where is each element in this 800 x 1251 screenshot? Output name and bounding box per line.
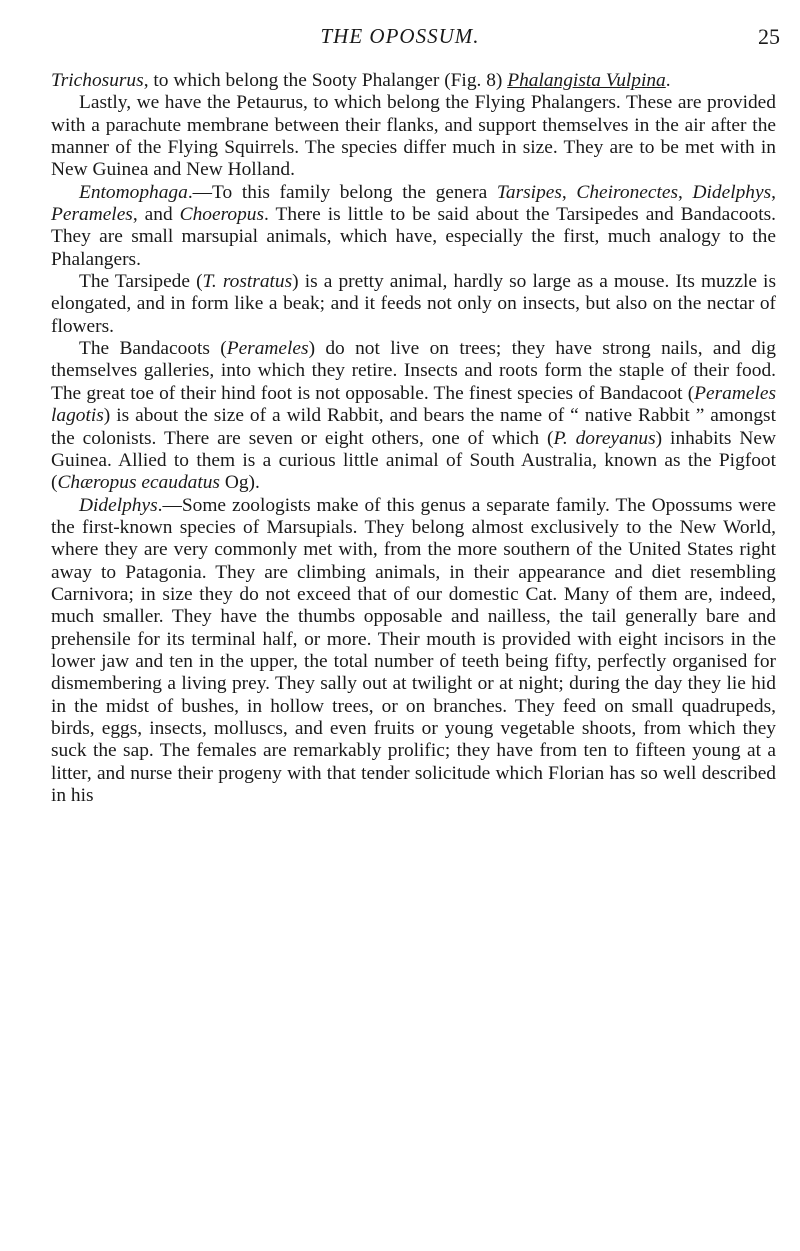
text-run: ,: [561, 181, 577, 203]
paragraph-didelphys: [51, 495, 776, 808]
italic-term: Phalangista Vulpina: [507, 70, 666, 91]
italic-term: Chæropus ecaudatus: [57, 472, 220, 494]
paragraph-trichosurus: [51, 70, 776, 92]
italic-term: Cheironectes: [576, 181, 679, 203]
paragraph-entomophaga: [51, 182, 776, 271]
italic-term: Choeropus: [179, 204, 265, 226]
italic-term: P. doreyanus: [553, 427, 656, 449]
text-run: ) is about the size of a wild Rabbit, and bears the name of “ native Rabbit ” amongst the colonists. There are seven or eight others, one of which (: [51, 405, 776, 449]
text-run: The Bandacoots (: [79, 338, 227, 360]
italic-term: Perameles: [51, 204, 133, 226]
text-run: ,: [678, 181, 693, 203]
text-run: .—To this family belong the genera: [187, 181, 497, 203]
italic-term: Perameles lagotis: [51, 382, 776, 427]
italic-term: Trichosurus: [51, 70, 144, 91]
body-text: [51, 70, 776, 807]
page-number: 25: [758, 24, 780, 49]
italic-term: Didelphys: [79, 494, 158, 516]
running-title: THE OPOSSUM.: [320, 24, 480, 48]
text-run: Og).: [219, 472, 260, 494]
text-run: Lastly, we have the Petaurus, to which belong the Flying Phalangers. These are provided with a parachute membrane between their flanks, and support themselves in the air after the manner of the Flying Squirrels. The species differ much in size. They are to be met with in New Guinea and New Holland.: [51, 92, 776, 181]
text-run: ) inhabits New Guinea. Allied to them is a curious little animal of South Australia, known as the Pigfoot (: [51, 427, 776, 494]
italic-term: Perameles: [226, 338, 309, 360]
text-run: ,: [771, 181, 776, 203]
text-run: , to which belong the Sooty Phalanger (Fig. 8): [143, 70, 508, 91]
text-run: . There is little to be said about the Tarsipedes and Bandacoots. They are small marsupial animals, which have, especially the first, much analogy to the Phalangers.: [51, 204, 776, 270]
italic-term: Entomophaga: [79, 181, 188, 203]
italic-term: Tarsipes: [496, 181, 562, 203]
text-run: ) do not live on trees; they have strong nails, and dig themselves galleries, into which they retire. Insects and roots form the staple of their food. The great toe of their hind foot is not opposable. The finest species of Bandacoot (: [51, 338, 776, 404]
text-run: The Tarsipede (: [79, 271, 203, 293]
paragraph-bandacoots: [51, 338, 776, 494]
paragraph-tarsipede: [51, 271, 776, 338]
text-run: .: [665, 70, 671, 91]
text-run: .—Some zoologists make of this genus a separate family. The Opossums were the first-known species of Marsupials. They belong almost exclusively to the New World, where they are very commonly met with, from the more southern of the United States right away to Patagonia. They are climbing animals, in their appearance and diet resembling Carnivora; in size they do not exceed that of our domestic Cat. Many of them are, indeed, much smaller. They have the thumbs opposable and nailless, the tail generally bare and prehensile for its terminal half, or more. Their mouth is provided with eight incisors in the lower jaw and ten in the upper, the total number of teeth being fifty, perfectly organised for dismembering a living prey. They sally out at twilight or at night; during the day they lie hid in the midst of bushes, in hollow trees, or on branches. They feed on small quadrupeds, birds, eggs, insects, molluscs, and even fruits or young vegetable shoots, from which they suck the sap. The females are remarkably prolific; they have from ten to fifteen young at a litter, and nurse their progeny with that tender solicitude which Florian has so well described in his: [51, 494, 776, 806]
italic-term: Didelphys: [692, 181, 772, 203]
text-run: ) is a pretty animal, hardly so large as a mouse. Its muzzle is elongated, and in form like a beak; and it feeds not only on insects, but also on the nectar of flowers.: [51, 271, 776, 337]
text-run: , and: [132, 204, 180, 226]
italic-term: T. rostratus: [202, 271, 293, 293]
paragraph-petaurus: [51, 92, 776, 181]
